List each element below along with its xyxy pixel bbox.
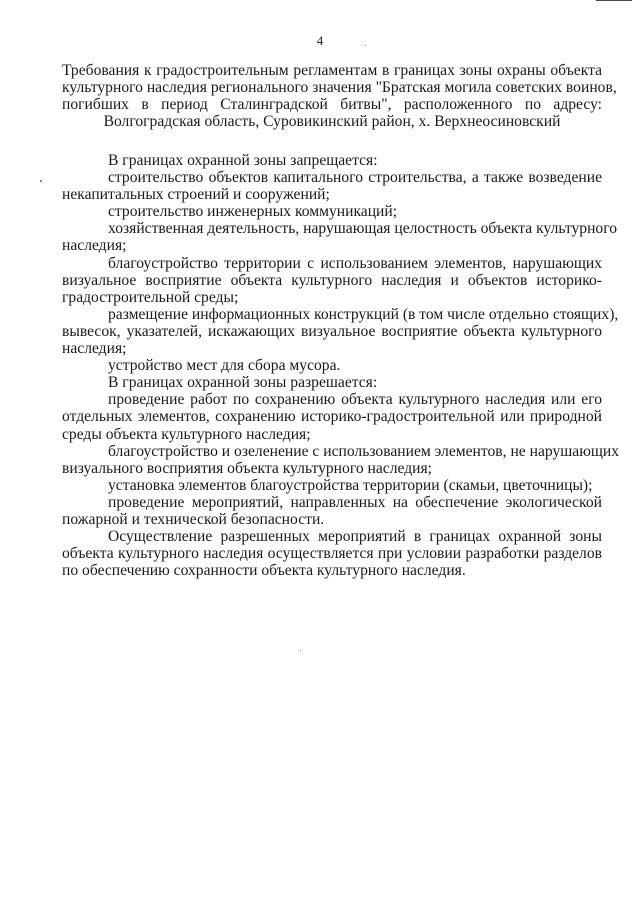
permitted-item-4: проведение мероприятий, направленных на обеспечение экологической: [108, 493, 602, 511]
permitted-item-2: благоустройство и озеленение с использованием элементов, не нарушающих: [108, 442, 620, 460]
prohibited-item-4-cont: визуальное восприятие объекта культурного наследия и объектов историко-: [62, 271, 602, 289]
prohibited-item-5-cont: наследия;: [62, 340, 127, 358]
permitted-item-3: установка элементов благоустройства территории (скамьи, цветочницы);: [108, 476, 593, 494]
prohibited-item-3: хозяйственная деятельность, нарушающая целостность объекта культурного: [108, 220, 618, 238]
page-number: 4: [316, 33, 324, 48]
heading-line: погибших в период Сталинградской битвы", расположенного по адресу:: [62, 96, 602, 113]
prohibited-item-4-cont: градостроительной среды;: [62, 288, 239, 306]
heading-line: культурного наследия регионального значения "Братская могила советских воинов,: [62, 79, 617, 96]
section-prohibited-title: В границах охранной зоны запрещается:: [108, 152, 378, 169]
prohibited-item-1-cont: некапитальных строений и сооружений;: [62, 186, 330, 204]
scan-speck: [40, 180, 42, 182]
closing-paragraph-cont: по обеспечению сохранности объекта культурного наследия.: [62, 562, 466, 580]
permitted-item-1-cont: отдельных элементов, сохранению историко-градостроительной или природной: [62, 408, 602, 426]
heading-line: Требования к градостроительным регламентам в границах зоны охраны объекта: [62, 62, 602, 79]
prohibited-item-6: устройство мест для сбора мусора.: [108, 357, 341, 375]
closing-paragraph-cont: объекта культурного наследия осуществляется при условии разработки разделов: [62, 545, 602, 563]
prohibited-item-5-cont: вывесок, указателей, искажающих визуальное восприятие объекта культурного: [62, 322, 602, 340]
permitted-item-1: проведение работ по сохранению объекта культурного наследия или его: [108, 391, 602, 409]
scan-speck: [300, 650, 301, 651]
permitted-item-2-cont: визуального восприятия объекта культурного наследия;: [62, 459, 432, 477]
prohibited-item-1: строительство объектов капитального строительства, а также возведение: [108, 169, 602, 187]
closing-paragraph: Осуществление разрешенных мероприятий в границах охранной зоны: [108, 528, 602, 546]
permitted-item-1-cont: среды объекта культурного наследия;: [62, 425, 311, 443]
permitted-item-4-cont: пожарной и технической безопасности.: [62, 510, 325, 528]
section-permitted-title: В границах охранной зоны разрешается:: [108, 374, 378, 392]
heading-line-address: Волгоградская область, Суровикинский район, х. Верхнеосиновский: [103, 113, 561, 130]
prohibited-item-5: размещение информационных конструкций (в том числе отдельно стоящих),: [108, 305, 619, 323]
document-body: [62, 152, 620, 580]
prohibited-item-2: строительство инженерных коммуникаций;: [108, 203, 398, 221]
corner-scan-mark: [596, 0, 632, 1]
document-heading: [62, 62, 617, 130]
prohibited-item-4: благоустройство территории с использованием элементов, нарушающих: [108, 254, 602, 272]
scan-speck: [365, 45, 366, 46]
prohibited-item-3-cont: наследия;: [62, 237, 127, 255]
